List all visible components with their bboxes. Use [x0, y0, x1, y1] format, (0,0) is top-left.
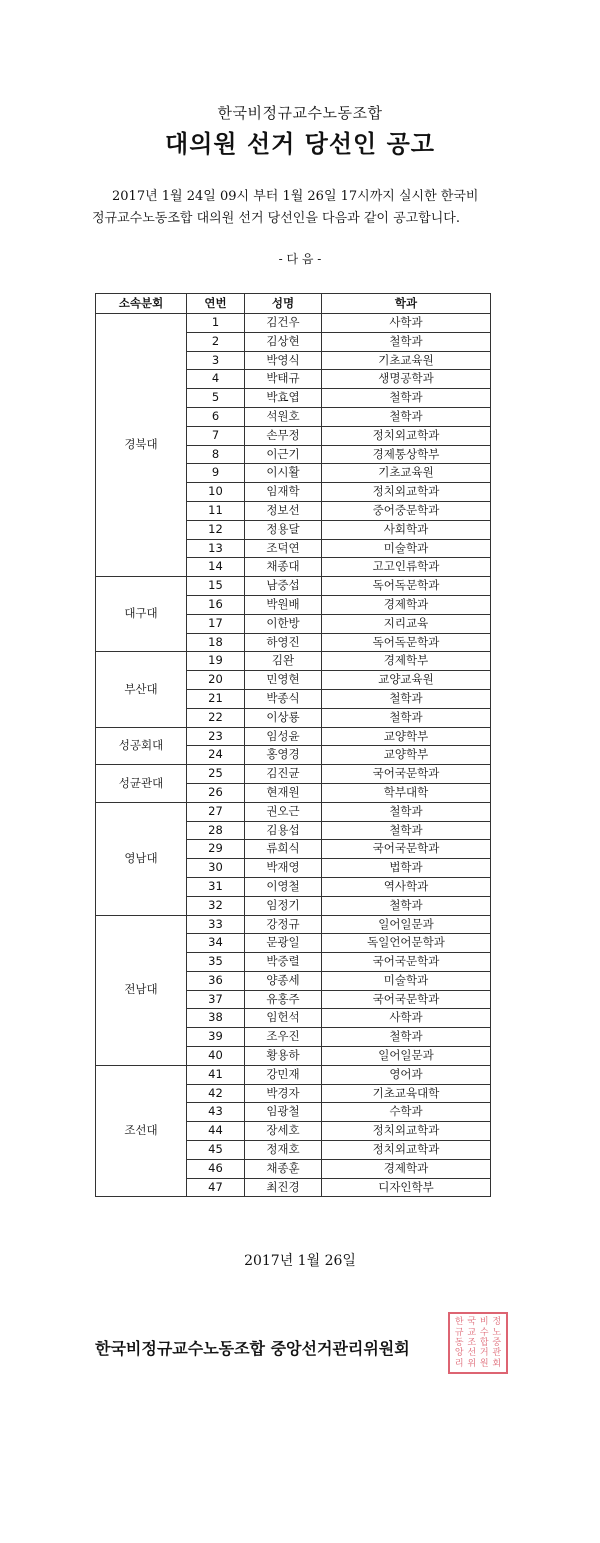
name-cell: 채종대: [245, 558, 322, 577]
branch-cell: 조선대: [96, 1065, 187, 1197]
department-cell: 일어일문과: [322, 1047, 491, 1066]
department-cell: 철학과: [322, 407, 491, 426]
department-cell: 국어국문학과: [322, 840, 491, 859]
table-row: [96, 915, 491, 934]
number-cell: 4: [187, 370, 245, 389]
department-cell: 사학과: [322, 314, 491, 333]
number-cell: 41: [187, 1065, 245, 1084]
name-cell: 이상룡: [245, 708, 322, 727]
department-cell: 미술학과: [322, 971, 491, 990]
number-cell: 6: [187, 407, 245, 426]
seal-glyph: 수: [479, 1327, 489, 1338]
number-cell: 36: [187, 971, 245, 990]
department-cell: 중어중문학과: [322, 501, 491, 520]
number-cell: 35: [187, 953, 245, 972]
department-cell: 경제학부: [322, 652, 491, 671]
table-row: [96, 577, 491, 596]
number-cell: 34: [187, 934, 245, 953]
department-cell: 지리교육: [322, 614, 491, 633]
number-cell: 38: [187, 1009, 245, 1028]
header-name: 성명: [245, 294, 322, 314]
number-cell: 45: [187, 1141, 245, 1160]
number-cell: 8: [187, 445, 245, 464]
name-cell: 임광철: [245, 1103, 322, 1122]
name-cell: 조우진: [245, 1028, 322, 1047]
number-cell: 15: [187, 577, 245, 596]
name-cell: 권오근: [245, 802, 322, 821]
seal-glyph: 노: [492, 1327, 502, 1338]
number-cell: 30: [187, 859, 245, 878]
department-cell: 정치외교학과: [322, 1122, 491, 1141]
department-cell: 국어국문학과: [322, 765, 491, 784]
number-cell: 7: [187, 426, 245, 445]
seal-glyph: 리: [454, 1358, 464, 1369]
number-cell: 19: [187, 652, 245, 671]
name-cell: 박효엽: [245, 389, 322, 408]
number-cell: 37: [187, 990, 245, 1009]
seal-glyph: 선: [467, 1348, 477, 1359]
seal-glyph: 앙: [454, 1348, 464, 1359]
seal-glyph: 교: [467, 1327, 477, 1338]
seal-glyph: 정: [492, 1317, 502, 1328]
name-cell: 박영식: [245, 351, 322, 370]
department-cell: 사회학과: [322, 520, 491, 539]
name-cell: 석원호: [245, 407, 322, 426]
department-cell: 철학과: [322, 332, 491, 351]
name-cell: 박경자: [245, 1084, 322, 1103]
number-cell: 28: [187, 821, 245, 840]
number-cell: 46: [187, 1159, 245, 1178]
header-branch: 소속분회: [96, 294, 187, 314]
intro-line-1: 2017년 1월 24일 09시 부터 1월 26일 17시까지 실시한 한국비: [112, 189, 479, 204]
department-cell: 철학과: [322, 896, 491, 915]
number-cell: 2: [187, 332, 245, 351]
document-subtitle: 한국비정규교수노동조합: [217, 104, 383, 122]
number-cell: 20: [187, 671, 245, 690]
name-cell: 박재영: [245, 859, 322, 878]
number-cell: 16: [187, 595, 245, 614]
department-cell: 고고인류학과: [322, 558, 491, 577]
department-cell: 독일언어문학과: [322, 934, 491, 953]
name-cell: 손무정: [245, 426, 322, 445]
seal-glyph: 거: [479, 1348, 489, 1359]
seal-glyph: 비: [479, 1317, 489, 1328]
number-cell: 13: [187, 539, 245, 558]
seal-glyph: 조: [467, 1337, 477, 1348]
header-number: 연번: [187, 294, 245, 314]
number-cell: 3: [187, 351, 245, 370]
name-cell: 강민재: [245, 1065, 322, 1084]
notice-heading: - 다 음 -: [278, 252, 322, 266]
table-row: [96, 1065, 491, 1084]
number-cell: 40: [187, 1047, 245, 1066]
branch-cell: 성공회대: [96, 727, 187, 765]
name-cell: 이근기: [245, 445, 322, 464]
name-cell: 이시활: [245, 464, 322, 483]
table-body: [96, 314, 491, 1197]
number-cell: 27: [187, 802, 245, 821]
official-seal: [448, 1312, 508, 1374]
table-header-row: [96, 294, 491, 314]
department-cell: 교양학부: [322, 746, 491, 765]
name-cell: 강정규: [245, 915, 322, 934]
number-cell: 33: [187, 915, 245, 934]
number-cell: 1: [187, 314, 245, 333]
number-cell: 39: [187, 1028, 245, 1047]
number-cell: 17: [187, 614, 245, 633]
department-cell: 역사학과: [322, 877, 491, 896]
department-cell: 경제학과: [322, 1159, 491, 1178]
name-cell: 하영진: [245, 633, 322, 652]
department-cell: 철학과: [322, 689, 491, 708]
department-cell: 생명공학과: [322, 370, 491, 389]
name-cell: 김완: [245, 652, 322, 671]
department-cell: 철학과: [322, 802, 491, 821]
name-cell: 양종세: [245, 971, 322, 990]
department-cell: 정치외교학과: [322, 426, 491, 445]
branch-cell: 부산대: [96, 652, 187, 727]
seal-glyph: 관: [492, 1348, 502, 1359]
announcement-date: 2017년 1월 26일: [244, 1253, 356, 1269]
intro-paragraph: [92, 186, 512, 230]
table-row: [96, 727, 491, 746]
name-cell: 박종식: [245, 689, 322, 708]
branch-cell: 영남대: [96, 802, 187, 915]
seal-glyph: 회: [492, 1358, 502, 1369]
name-cell: 장세호: [245, 1122, 322, 1141]
name-cell: 황용하: [245, 1047, 322, 1066]
department-cell: 경제통상학부: [322, 445, 491, 464]
number-cell: 42: [187, 1084, 245, 1103]
branch-cell: 경북대: [96, 314, 187, 577]
seal-glyph: 한: [454, 1317, 464, 1328]
seal-glyph: 중: [492, 1337, 502, 1348]
intro-line-2: 정규교수노동조합 대의원 선거 당선인을 다음과 같이 공고합니다.: [92, 211, 460, 226]
name-cell: 민영현: [245, 671, 322, 690]
table-row: [96, 765, 491, 784]
header-department: 학과: [322, 294, 491, 314]
name-cell: 채종훈: [245, 1159, 322, 1178]
seal-glyph: 규: [454, 1327, 464, 1338]
name-cell: 김상현: [245, 332, 322, 351]
branch-cell: 전남대: [96, 915, 187, 1065]
number-cell: 18: [187, 633, 245, 652]
number-cell: 43: [187, 1103, 245, 1122]
number-cell: 44: [187, 1122, 245, 1141]
name-cell: 홍영경: [245, 746, 322, 765]
document-title: 대의원 선거 당선인 공고: [165, 130, 435, 158]
name-cell: 정보선: [245, 501, 322, 520]
name-cell: 이한방: [245, 614, 322, 633]
committee-name: 한국비정규교수노동조합 중앙선거관리위원회: [95, 1339, 410, 1358]
department-cell: 교양교육원: [322, 671, 491, 690]
name-cell: 정재호: [245, 1141, 322, 1160]
department-cell: 기초교육대학: [322, 1084, 491, 1103]
number-cell: 47: [187, 1178, 245, 1197]
name-cell: 김용섭: [245, 821, 322, 840]
name-cell: 현재원: [245, 783, 322, 802]
number-cell: 14: [187, 558, 245, 577]
number-cell: 12: [187, 520, 245, 539]
number-cell: 24: [187, 746, 245, 765]
name-cell: 조덕연: [245, 539, 322, 558]
department-cell: 정치외교학과: [322, 1141, 491, 1160]
name-cell: 남중섭: [245, 577, 322, 596]
name-cell: 정용달: [245, 520, 322, 539]
name-cell: 임재학: [245, 483, 322, 502]
department-cell: 일어일문과: [322, 915, 491, 934]
name-cell: 류희식: [245, 840, 322, 859]
department-cell: 철학과: [322, 708, 491, 727]
number-cell: 21: [187, 689, 245, 708]
name-cell: 김진균: [245, 765, 322, 784]
seal-glyph: 합: [479, 1337, 489, 1348]
name-cell: 박태규: [245, 370, 322, 389]
number-cell: 10: [187, 483, 245, 502]
department-cell: 기초교육원: [322, 464, 491, 483]
number-cell: 5: [187, 389, 245, 408]
number-cell: 25: [187, 765, 245, 784]
number-cell: 32: [187, 896, 245, 915]
name-cell: 임정기: [245, 896, 322, 915]
name-cell: 박원배: [245, 595, 322, 614]
number-cell: 11: [187, 501, 245, 520]
table-row: [96, 652, 491, 671]
seal-glyph: 동: [454, 1337, 464, 1348]
table-row: [96, 314, 491, 333]
department-cell: 정치외교학과: [322, 483, 491, 502]
department-cell: 기초교육원: [322, 351, 491, 370]
department-cell: 법학과: [322, 859, 491, 878]
department-cell: 수학과: [322, 1103, 491, 1122]
number-cell: 29: [187, 840, 245, 859]
department-cell: 미술학과: [322, 539, 491, 558]
department-cell: 국어국문학과: [322, 990, 491, 1009]
number-cell: 9: [187, 464, 245, 483]
department-cell: 디자인학부: [322, 1178, 491, 1197]
name-cell: 임성윤: [245, 727, 322, 746]
number-cell: 22: [187, 708, 245, 727]
name-cell: 문광일: [245, 934, 322, 953]
branch-cell: 대구대: [96, 577, 187, 652]
department-cell: 철학과: [322, 821, 491, 840]
name-cell: 김건우: [245, 314, 322, 333]
name-cell: 임헌석: [245, 1009, 322, 1028]
department-cell: 철학과: [322, 1028, 491, 1047]
branch-cell: 성균관대: [96, 765, 187, 803]
name-cell: 최진경: [245, 1178, 322, 1197]
name-cell: 박중렬: [245, 953, 322, 972]
name-cell: 유홍주: [245, 990, 322, 1009]
department-cell: 경제학과: [322, 595, 491, 614]
name-cell: 이영철: [245, 877, 322, 896]
table-row: [96, 802, 491, 821]
number-cell: 23: [187, 727, 245, 746]
seal-glyph: 위: [467, 1358, 477, 1369]
department-cell: 독어독문학과: [322, 577, 491, 596]
department-cell: 영어과: [322, 1065, 491, 1084]
seal-glyph: 국: [467, 1317, 477, 1328]
number-cell: 26: [187, 783, 245, 802]
number-cell: 31: [187, 877, 245, 896]
department-cell: 학부대학: [322, 783, 491, 802]
department-cell: 사학과: [322, 1009, 491, 1028]
department-cell: 철학과: [322, 389, 491, 408]
department-cell: 교양학부: [322, 727, 491, 746]
members-table: [95, 293, 491, 1197]
department-cell: 국어국문학과: [322, 953, 491, 972]
seal-glyph: 원: [479, 1358, 489, 1369]
department-cell: 독어독문학과: [322, 633, 491, 652]
